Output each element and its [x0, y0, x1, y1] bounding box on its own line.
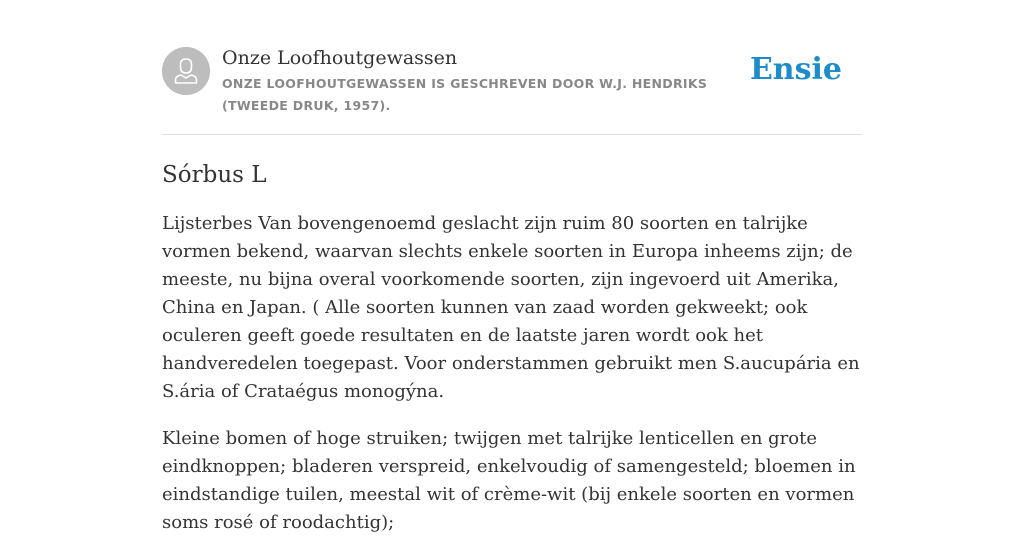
source-title[interactable]: Onze Loofhoutgewassen — [222, 47, 458, 69]
brand-logo[interactable]: Ensie — [749, 52, 842, 87]
source-header — [162, 0, 862, 135]
source-info — [222, 46, 752, 117]
entry-title: Sórbus L — [162, 162, 267, 188]
source-description: ONZE LOOFHOUTGEWASSEN IS GESCHREVEN DOOR W.J. HENDRIKS (TWEEDE DRUK, 1957). — [222, 76, 708, 113]
entry-paragraph: Lijsterbes Van bovengenoemd geslacht zijn ruim 80 soorten en talrijke vormen bekend, waarvan slechts enkele soorten in Europa inheems zijn; de meeste, nu bijna overal voorkomende soorten, zijn ingevoerd uit Amerika, China en Japan. ( Alle soorten kunnen van zaad worden gekweekt; ook oculeren geeft goede resultaten en de laatste jaren wordt ook het handveredelen toegepast. Voor onderstammen gebruikt men S.aucupária en S.ária of Crataégus monogýna. — [162, 213, 860, 402]
user-icon — [162, 47, 210, 95]
entry-paragraph: Kleine bomen of hoge struiken; twijgen met talrijke lenticellen en grote eindknoppen; bladeren verspreid, enkelvoudig of samengesteld; bloemen in eindstandige tuilen, meestal wit of crème-wit (bij enkele soorten en vormen soms rosé of roodachtig); — [162, 428, 856, 533]
page-container — [162, 0, 862, 537]
